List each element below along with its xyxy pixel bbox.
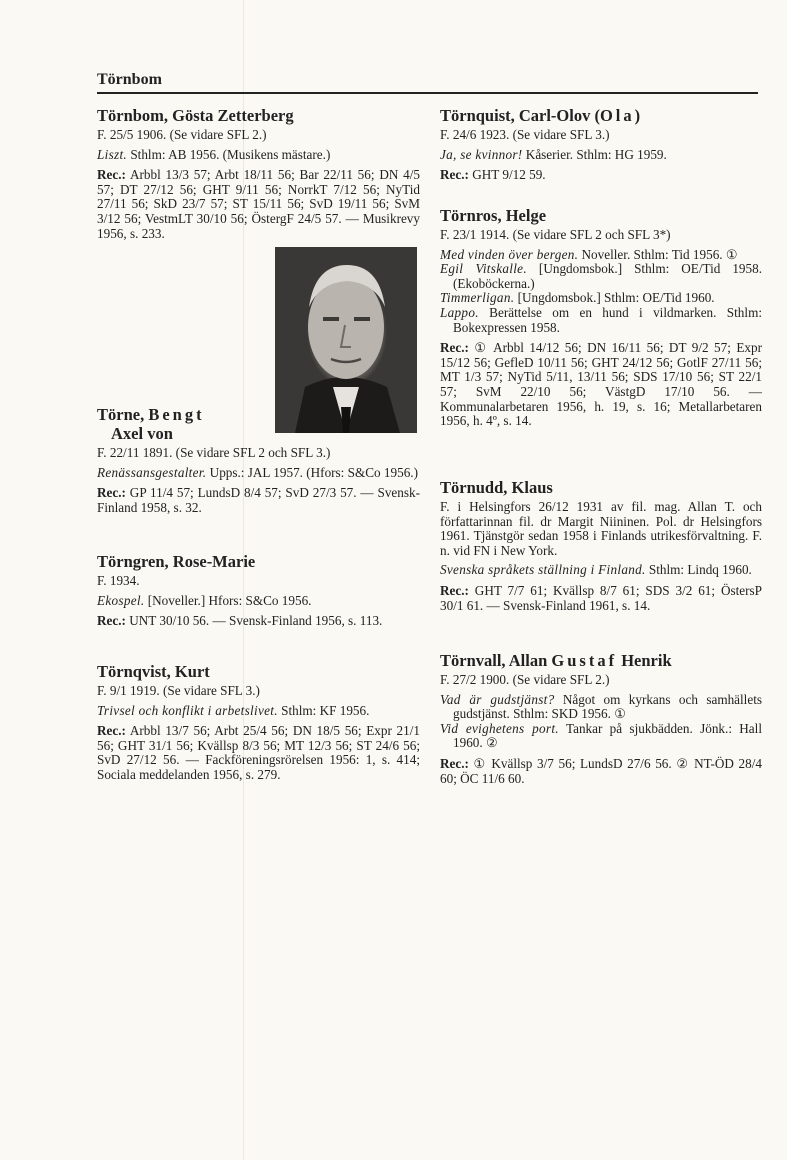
entry-works [440,248,762,336]
entry-name-spaced: Gustaf [551,651,618,670]
reviews-text: ① Kvällsp 3/7 56; LundsD 27/6 56. ② NT-ÖD 28/4 60; ÖC 11/6 60. [440,755,762,786]
reviews-label: Rec.: [97,167,126,183]
reviews-text: GHT 7/7 61; Kvällsp 8/7 61; SDS 3/2 61; ÖstersP 30/1 61. — Svensk-Finland 1961, s. 14. [440,582,762,613]
entry-reviews [440,168,762,183]
reviews-label: Rec.: [97,723,126,739]
work-item [440,563,762,578]
entry-heading [97,405,420,443]
reviews-text: GHT 9/12 59. [468,167,546,183]
work-details: Sthlm: Lindq 1960. [645,562,752,578]
reviews-label: Rec.: [440,755,469,771]
entry-name: Törngren, Rose-Marie [97,552,256,571]
work-item [97,704,420,719]
work-item [440,722,762,751]
entry-works [97,466,420,481]
work-item [440,693,762,722]
work-item [97,466,420,481]
work-title: Svenska språkets ställning i Finland. [440,562,646,578]
entry-left-2 [97,552,420,634]
work-title: Renässansgestalter. [97,464,207,480]
work-details: Kåserier. Sthlm: HG 1959. [522,146,667,162]
reviews-text: Arbbl 13/7 56; Arbt 25/4 56; DN 18/5 56; Expr 21/1 56; GHT 31/1 56; Kvällsp 8/3 56; MT 12/3 56; ST 24/6 56; SvD 27/12 56. — Fackföreningsrörelsen 1956: 1, s. 414; Sociala meddelanden 1956, s. 279. [97,723,420,782]
reviews-label: Rec.: [440,582,469,598]
entry-name-spaced: Ola [599,106,635,125]
entry-name-rest: ) [634,106,641,125]
work-title: Timmerligan. [440,290,515,306]
work-title: Liszt. [97,146,128,162]
reviews-text: UNT 30/10 56. — Svensk-Finland 1956, s. 113. [125,613,383,629]
work-details: Upps.: JAL 1957. (Hfors: S&Co 1956.) [206,464,418,480]
reviews-text: ① Arbbl 14/12 56; DN 16/11 56; DT 9/2 57; Expr 15/12 56; GefleD 10/11 56; GHT 24/12 56; GotlF 27/11 56; MT 1/3 57; NyTid 5/11, 13/11 56; SDS 17/10 56; ST 22/1 57; SvM 22/10 56; VästgD 17/10 56. — Kommunalarbetaren 1956, h. 19, s. 16; Metallarbetaren 1956, h. 4º, s. 14. [440,340,762,429]
work-details: [Ungdomsbok.] Sthlm: OE/Tid 1960. [514,290,715,306]
work-title: Trivsel och konflikt i arbetslivet. [97,702,278,718]
work-item [97,148,420,163]
entry-works [97,148,420,163]
entry-reviews [97,614,420,629]
entry-works [97,704,420,719]
work-details: [Ungdomsbok.] Sthlm: OE/Tid 1958. (Ekoböckerna.) [453,261,763,291]
work-item [440,262,762,291]
entry-name: Törnvall, Allan [440,651,552,670]
work-title: Egil Vitskalle. [440,261,527,277]
entry-left-3 [97,662,420,788]
reviews-label: Rec.: [440,340,469,356]
entry-reviews [440,341,762,429]
work-details: Något om kyrkans och samhällets gudstjänst. Sthlm: SKD 1956. ① [453,691,762,722]
entry-name: Törnbom, Gösta Zetterberg [97,106,294,125]
entry-birth: F. 23/1 1914. (Se vidare SFL 2 och SFL 3*) [440,227,671,242]
entry-name: Törnquist, Carl-Olov ( [440,106,600,125]
work-item [440,148,762,163]
reviews-label: Rec.: [97,485,126,501]
work-title: Vid evighetens port. [440,720,559,736]
entry-works [440,148,762,163]
work-item [440,306,762,335]
entry-right-3 [440,651,762,791]
work-title: Ekospel. [97,592,145,608]
work-item [440,248,762,263]
work-details: Sthlm: AB 1956. (Musikens mästare.) [127,146,331,162]
work-details: [Noveller.] Hfors: S&Co 1956. [144,592,312,608]
reviews-label: Rec.: [97,613,126,629]
work-details: Tankar på sjukbädden. Jönk.: Hall 1960. ② [453,720,762,751]
entry-works [440,563,762,578]
work-details: Berättelse om en hund i vildmarken. Sthlm: Bokexpressen 1958. [453,304,762,335]
entry-works [440,693,762,751]
entry-name-rest: Axel von [111,424,173,443]
entry-birth: F. 1934. [97,573,140,588]
work-title: Med vinden över bergen. [440,246,579,262]
entry-name: Törne, [97,405,149,424]
entry-reviews [97,486,420,515]
entry-reviews [97,724,420,782]
reviews-label: Rec.: [440,167,469,183]
entry-name: Törnqvist, Kurt [97,662,210,681]
entry-reviews [440,757,762,786]
entry-heading [440,106,762,125]
reviews-text: Arbbl 13/3 57; Arbt 18/11 56; Bar 22/11 56; DN 4/5 57; DT 27/12 56; GHT 9/11 56; NorrkT 7/12 56; NyTid 27/11 56; SkD 23/7 57; ST 15/11 56; SvD 19/11 56; SvM 3/12 56; VestmLT 30/10 56; ÖstergF 24/5 57. — Musikrevy 1956, s. 233. [97,167,420,241]
entry-reviews [97,168,420,241]
entry-reviews [440,584,762,613]
entry-heading [440,478,762,497]
reviews-text: GP 11/4 57; LundsD 8/4 57; SvD 27/3 57. — Svensk-Finland 1958, s. 32. [97,485,420,515]
entry-left-1 [97,405,420,520]
entry-birth: F. 27/2 1900. (Se vidare SFL 2.) [440,672,610,687]
running-head: Törnbom [97,71,162,88]
entry-right-1 [440,206,762,434]
entry-name-rest: Henrik [617,651,672,670]
work-title: Lappo. [440,304,479,320]
entry-works [97,594,420,609]
entry-birth: F. 25/5 1906. (Se vidare SFL 2.) [97,127,267,142]
header-rule [97,92,758,94]
entry-heading [97,552,420,571]
entry-name: Törnros, Helge [440,206,547,225]
entry-birth: F. i Helsingfors 26/12 1931 av fil. mag. Allan T. och författarinnan fil. dr Margit Niininen. Pol. dr Helsingfors 1961. Tjänstgör sedan 1958 i Finlands utrikesförvaltning. F. n. vid FN i New York. [440,499,762,558]
work-details: Sthlm: KF 1956. [277,702,370,718]
work-title: Vad är gudstjänst? [440,691,555,707]
entry-birth: F. 24/6 1923. (Se vidare SFL 3.) [440,127,610,142]
entry-name-spaced: Bengt [148,405,205,424]
work-item [440,291,762,306]
entry-heading [97,662,420,681]
entry-right-2 [440,478,762,618]
entry-heading [97,106,420,125]
entry-heading [440,651,762,670]
work-title: Ja, se kvinnor! [440,146,523,162]
work-details: Noveller. Sthlm: Tid 1956. ① [578,246,738,262]
work-item [97,594,420,609]
entry-left-0 [97,106,420,246]
entry-birth: F. 22/11 1891. (Se vidare SFL 2 och SFL 3.) [97,445,331,460]
entry-right-0 [440,106,762,188]
entry-heading [440,206,762,225]
entry-birth: F. 9/1 1919. (Se vidare SFL 3.) [97,683,260,698]
entry-name: Törnudd, Klaus [440,478,553,497]
